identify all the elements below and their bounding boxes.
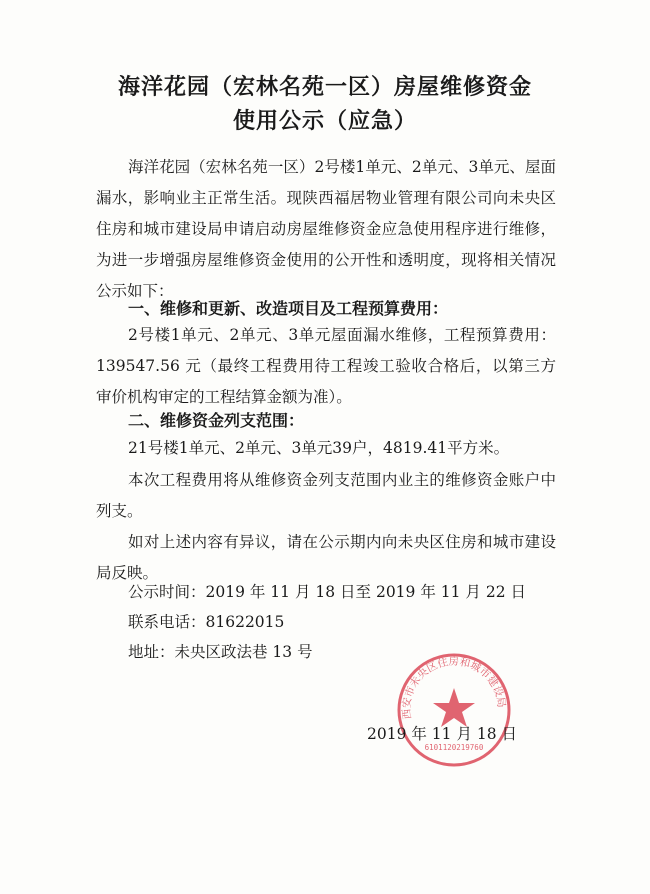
intro-paragraph bbox=[96, 152, 556, 307]
section-2-text: 21号楼1单元、2单元、3单元39户，4819.41平方米。 bbox=[128, 439, 510, 457]
seal-number: 6101120219760 bbox=[424, 743, 484, 752]
payment-paragraph bbox=[96, 465, 556, 527]
section-2-paragraph bbox=[96, 433, 556, 464]
title-line-1: 海洋花园（宏林名苑一区）房屋维修资金 bbox=[117, 75, 532, 100]
address: 地址：未央区政法巷 13 号 bbox=[128, 643, 313, 661]
notice-period: 公示时间：2019 年 11 月 18 日至 2019 年 11 月 22 日 bbox=[128, 583, 526, 601]
objection-text: 如对上述内容有异议，请在公示期内向未央区住房和城市建设局反映。 bbox=[96, 533, 556, 582]
signature-date: 2019 年 11 月 18 日 bbox=[367, 725, 518, 743]
seal-arc-text: 西安市未央区住房和城市建设局 bbox=[400, 655, 508, 720]
section-1-paragraph bbox=[96, 320, 556, 413]
title-line-2: 使用公示（应急） bbox=[232, 109, 417, 134]
intro-text: 海洋花园（宏林名苑一区）2号楼1单元、2单元、3单元、屋面漏水，影响业主正常生活。现陕西福居物业管理有限公司向未央区住房和城市建设局申请启动房屋维修资金应急使用程序进行维修，为进一步增强房屋维修资金使用的公开性和透明度，现将相关情况公示如下： bbox=[96, 158, 556, 300]
payment-text: 本次工程费用将从维修资金列支范围内业主的维修资金账户中列支。 bbox=[96, 471, 556, 520]
section-2-heading: 二、维修资金列支范围： bbox=[128, 411, 305, 430]
contact-phone: 联系电话：81622015 bbox=[128, 613, 285, 631]
section-1-text: 2号楼1单元、2单元、3单元屋面漏水维修，工程预算费用：139547.56 元（最终工程费用待工程竣工验收合格后，以第三方审价机构审定的工程结算金额为准）。 bbox=[96, 326, 556, 406]
official-seal bbox=[396, 652, 512, 768]
section-1-heading: 一、维修和更新、改造项目及工程预算费用： bbox=[128, 299, 449, 318]
